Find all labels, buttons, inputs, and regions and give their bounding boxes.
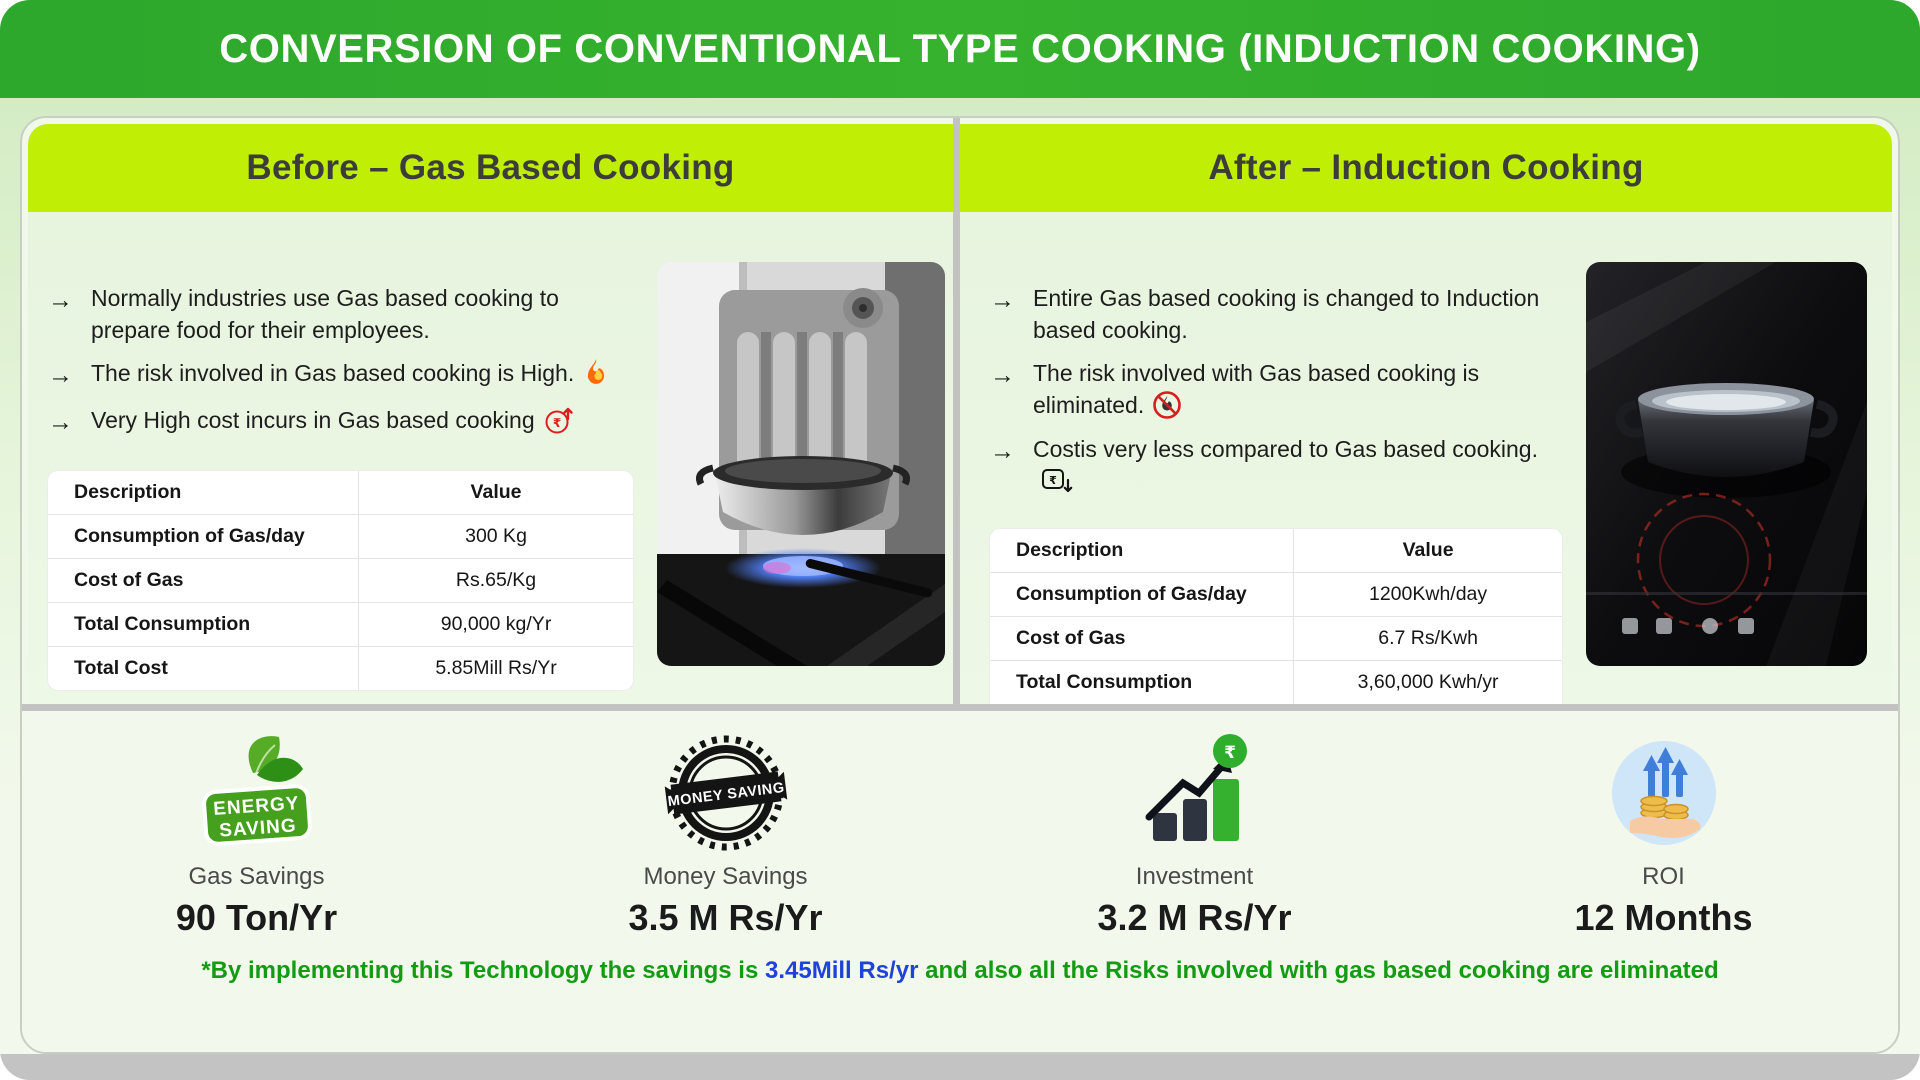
stat-item-investment [960, 733, 1429, 939]
footer-highlight-value: 3.45Mill Rs/yr [765, 957, 919, 984]
table-header-value: Value [358, 471, 633, 514]
content-card [20, 116, 1900, 1054]
stats-section [22, 711, 1898, 1052]
gas-stove-photo [657, 262, 945, 666]
desc-cell: Total Consumption [990, 660, 1293, 704]
desc-cell: Cost of Gas [48, 558, 358, 602]
rupee-note-down-icon [1041, 466, 1073, 496]
horizontal-divider [22, 704, 1898, 711]
induction-cooktop-photo [1586, 262, 1867, 666]
arrow-icon: → [48, 407, 73, 436]
bullet-text: The risk involved in Gas based cooking is High. [91, 358, 610, 393]
bullet-item [990, 358, 1562, 421]
bullet-text: The risk involved with Gas based cooking is eliminated. [1033, 360, 1480, 419]
desc-cell: Consumption of Gas/day [990, 572, 1293, 616]
bullet-text: Normally industries use Gas based cooking to prepare food for their employees. [91, 285, 559, 343]
stat-value: 3.2 M Rs/Yr [1097, 897, 1292, 938]
footer-text-prefix: *By implementing this Technology the savings is [201, 957, 765, 984]
before-panel-body [28, 212, 953, 748]
no-fire-icon [1152, 390, 1182, 420]
svg-text:MONEY SAVING: MONEY SAVING [666, 779, 786, 811]
svg-text:₹: ₹ [552, 415, 561, 430]
svg-text:ENERGY: ENERGY [212, 793, 300, 821]
svg-text:₹: ₹ [1223, 743, 1236, 763]
bullet-item [990, 434, 1562, 497]
after-panel-title: After – Induction Cooking [1208, 148, 1644, 187]
value-cell: 5.85Mill Rs/Yr [358, 646, 633, 690]
stat-value: 12 Months [1574, 897, 1753, 938]
table-header-description: Description [1016, 539, 1124, 562]
before-panel-title: Before – Gas Based Cooking [246, 148, 735, 187]
table-header-row [48, 471, 633, 514]
table-row [990, 660, 1562, 704]
stat-item-gas-savings [22, 733, 491, 939]
after-panel-main [990, 262, 1562, 748]
footer-note [22, 957, 1898, 985]
bullet-item [48, 358, 633, 393]
value-cell: 6.7 Rs/Kwh [1293, 616, 1562, 660]
table-row [48, 558, 633, 602]
value-cell: 1200Kwh/day [1293, 572, 1562, 616]
before-panel-header [28, 124, 953, 212]
table-row [48, 646, 633, 690]
vertical-divider [953, 118, 960, 748]
after-bullet-list [990, 283, 1562, 497]
page-title: CONVERSION OF CONVENTIONAL TYPE COOKING (INDUCTION COOKING) [219, 26, 1701, 71]
bullet-text: Costis very less compared to Gas based cooking. ₹ [1033, 434, 1562, 497]
fire-icon [582, 358, 610, 388]
stat-label: Investment [1135, 863, 1254, 890]
table-row [990, 572, 1562, 616]
arrow-icon: → [48, 361, 73, 390]
table-header-row [990, 529, 1562, 572]
table-row [990, 616, 1562, 660]
comparison-panels [22, 118, 1898, 704]
table-row [48, 602, 633, 646]
bullet-item [990, 283, 1562, 346]
bullet-item [48, 405, 633, 440]
desc-cell: Consumption of Gas/day [48, 514, 358, 558]
page-header [0, 0, 1920, 98]
before-panel [28, 124, 953, 748]
energy-saving-badge-icon [191, 733, 323, 853]
arrow-icon: → [990, 286, 1015, 314]
investment-chart-icon [1135, 733, 1255, 853]
comparison-table-before [48, 471, 633, 690]
stat-value: 90 Ton/Yr [175, 897, 338, 938]
arrow-icon: → [990, 436, 1015, 465]
desc-cell: Total Cost [48, 646, 358, 690]
stat-label: Money Savings [643, 863, 808, 890]
bullet-item [48, 283, 633, 346]
before-bullet-list [48, 283, 633, 439]
after-panel [960, 124, 1892, 748]
value-cell: 300 Kg [358, 514, 633, 558]
bullet-text: Entire Gas based cooking is changed to Induction based cooking. [1033, 285, 1540, 343]
footer-text-suffix: and also all the Risks involved with gas based cooking are eliminated [918, 957, 1719, 984]
stat-value: 3.5 M Rs/Yr [628, 897, 823, 938]
svg-text:SAVING: SAVING [218, 815, 297, 842]
stat-item-roi [1429, 733, 1898, 939]
after-panel-header [960, 124, 1892, 212]
stats-row [22, 733, 1898, 939]
bullet-text: Very High cost incurs in Gas based cooking ₹ [91, 405, 577, 440]
after-panel-body [960, 212, 1892, 748]
desc-cell: Total Consumption [48, 602, 358, 646]
rupee-rising-cost-icon [543, 405, 577, 435]
arrow-icon: → [990, 361, 1015, 390]
before-panel-main [48, 262, 633, 748]
arrow-icon: → [48, 286, 73, 314]
table-header-value: Value [1293, 529, 1562, 572]
value-cell: 90,000 kg/Yr [358, 602, 633, 646]
stat-item-money-savings [491, 733, 960, 939]
value-cell: 3,60,000 Kwh/yr [1293, 660, 1562, 704]
table-row [48, 514, 633, 558]
money-saving-stamp-icon [664, 733, 788, 853]
table-header-description: Description [74, 481, 182, 504]
stat-label: ROI [1642, 863, 1685, 890]
desc-cell: Cost of Gas [990, 616, 1293, 660]
value-cell: Rs.65/Kg [358, 558, 633, 602]
slide-bottom-bar [0, 1054, 1920, 1080]
roi-hand-coins-icon [1604, 733, 1724, 853]
stat-label: Gas Savings [188, 863, 325, 890]
svg-text:₹: ₹ [1049, 473, 1057, 487]
